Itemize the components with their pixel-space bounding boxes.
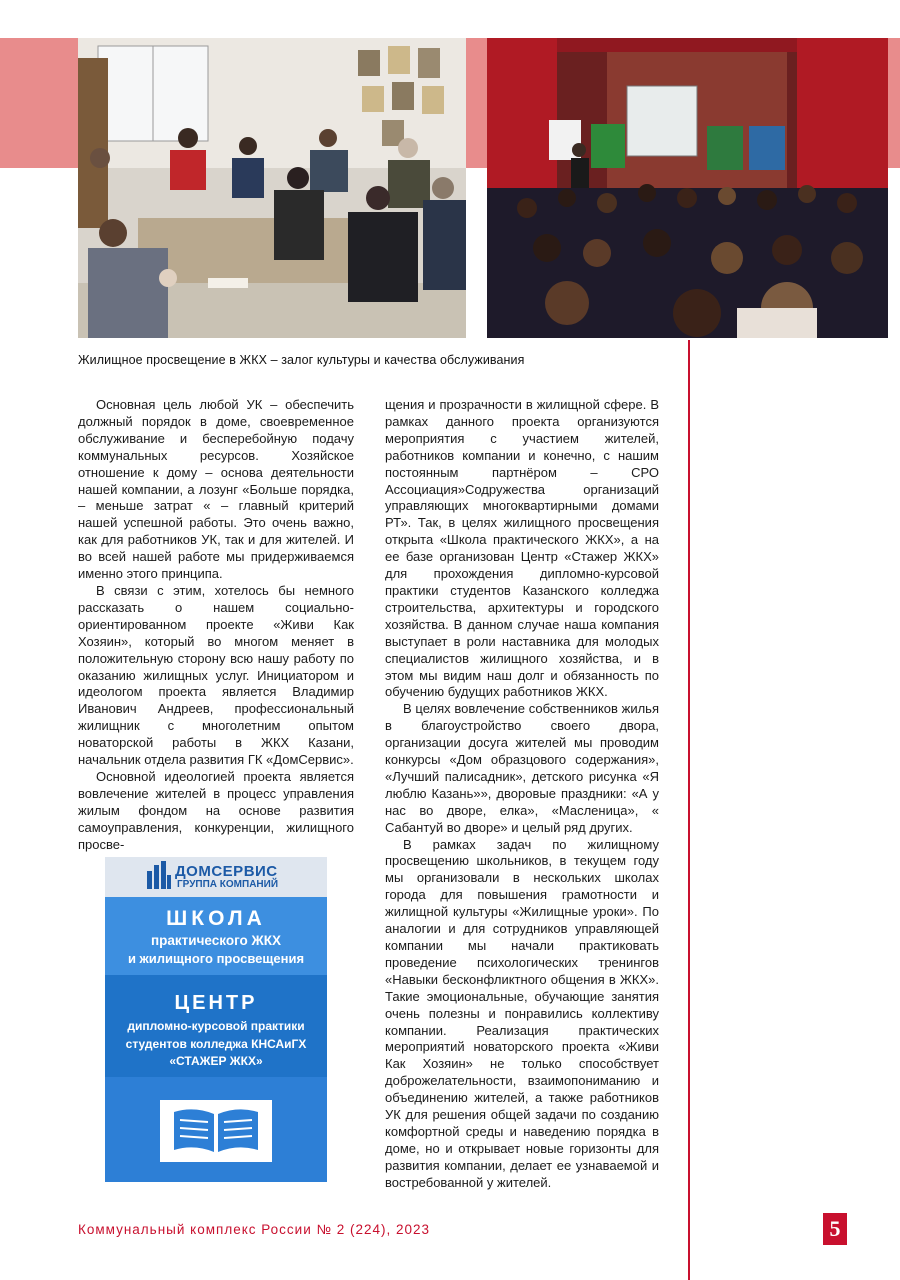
poster-line: ШКОЛА bbox=[166, 907, 266, 930]
school-poster bbox=[105, 857, 327, 1182]
text-column-left bbox=[78, 397, 354, 853]
text-column-right bbox=[385, 397, 659, 1192]
poster-line: практического ЖКХ bbox=[151, 933, 281, 948]
paragraph: В рамках задач по жилищному просвещению школьников, в текущем году мы организовали в нескольких школах города для повышения грамотности и жилищной культуры «Жилищные уроки». По аналогии и для сотрудников управляющей компании мы начали практиковать проведение психологических тренингов «Навыки бесконфликтного общения в ЖКХ». Такие эмоциональные, обучающие занятия очень полезны и понравились коллективу компании. Реализация практических мероприятий новаторского проекта «Живи Как Хозяин» не только способствует доброжелательности, взаимопониманию и объединению жителей, а также работников УК для решения общей задачи по созданию комфортной среды и наведению порядка в доме, но и открывает новые горизонты для развития компании, делает ее узнаваемой и востребованной у жителей. bbox=[385, 836, 659, 1190]
column-divider bbox=[688, 340, 690, 1280]
poster-logo-sub: ГРУППА КОМПАНИЙ bbox=[177, 879, 279, 890]
paragraph: В целях вовлечение собственников жилья в благоустройство своего двора, организации досуга жителей мы проводим конкурсы «Дом образцового содержания», «Лучший палисадник», детского рисунка «Я люблю Казань»», дворовые праздники: «А у нас во дворе, елка», «Масленица», « Сабантуй во дворе» и целый ряд других. bbox=[385, 701, 659, 835]
paragraph: щения и прозрачности в жилищной сфере. В рамках данного проекта организуются мероприятия с участием жителей, работников компании и конечно, с нашим постоянным партнёром – СРО Ассоциация»Содружества организаций управляющих многоквартирными домами РТ». Так, в целях жилищного просвещения открыта «Школа практического ЖКХ», а на ее базе организован Центр «Стажер ЖКХ» для прохождения дипломно-курсовой практики студентов Казанского колледжа строительства, архитектуры и городского хозяйства. В данном случае наша компания выступает в роли наставника для молодых специалистов жилищного хозяйства, и в этом мы видим наш долг и обязанность по обучению будущих работников ЖКХ. bbox=[385, 397, 659, 700]
journal-footer: Коммунальный комплекс России № 2 (224), 2023 bbox=[78, 1222, 431, 1237]
auditorium-photo bbox=[487, 38, 888, 338]
open-book-icon bbox=[160, 1100, 272, 1162]
paragraph: В связи с этим, хотелось бы немного рассказать о нашем социально-ориентированном проекте «Живи Как Хозяин», который во многом меняет в положительную сторону всю нашу работу по оказанию жилищных услуг. Инициатором и идеологом проекта является Владимир Иванович Андреев, профессиональный жилищник с многолетним опытом новаторской работы в ЖКХ Казани, начальник отдела развития ГК «ДомСервис». bbox=[78, 582, 354, 768]
paragraph: Основная цель любой УК – обеспечить должный порядок в доме, своевременное обслуживание и бесперебойную подачу коммунальных ресурсов. Хозяйское отношение к дому – основа деятельности нашей компании, а лозунг «Больше порядка, – меньше затрат « – главный критерий нашей успешной работы. Это очень важно, как для работников УК, так и для жителей. И во всей нашей работе мы придерживаемся именно этого принципа. bbox=[78, 397, 354, 582]
page-number: 5 bbox=[823, 1213, 847, 1245]
poster-line: ЦЕНТР bbox=[174, 992, 258, 1014]
poster-line: студентов колледжа КНСАиГХ bbox=[125, 1037, 307, 1051]
paragraph: Основной идеологией проекта является вовлечение жителей в процесс управления жилым фондом на основе развития самоуправления, конкуренции, жилищного просве- bbox=[78, 768, 354, 852]
poster-line: «СТАЖЕР ЖКХ» bbox=[169, 1054, 263, 1068]
poster-line: и жилищного просвещения bbox=[127, 951, 305, 966]
photo-caption: Жилищное просвещение в ЖКХ – залог культуры и качества обслуживания bbox=[78, 353, 525, 367]
poster-logo-main: ДОМСЕРВИС bbox=[175, 863, 278, 880]
meeting-photo bbox=[78, 38, 466, 338]
domservis-logo-icon bbox=[147, 861, 171, 889]
poster-line: дипломно-курсовой практики bbox=[127, 1019, 305, 1033]
